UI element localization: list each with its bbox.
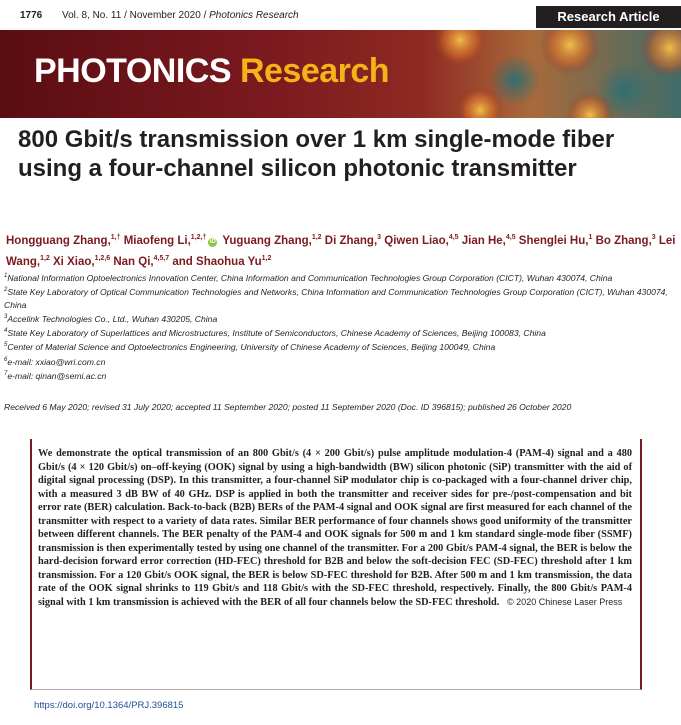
affiliation: $^2$State Key Laboratory of Optical Communication Technologies and Networks, China Information and Communication Technologies Group Corporation (CICT), Wuhan 430074, China [4, 287, 668, 310]
copyright-notice: © 2020 Chinese Laser Press [507, 596, 623, 607]
author-list [6, 229, 676, 271]
orcid-icon[interactable]: iD [209, 238, 216, 245]
affiliation: $^1$National Information Optoelectronics Innovation Center, China Information and Communication Technologies Group Corporation (CICT), Wuhan 430074, China [4, 272, 613, 283]
affiliation: $^3$Accelink Technologies Co., Ltd., Wuhan 430205, China [4, 313, 218, 324]
author: Yuguang Zhang,$^{1,2}$ [222, 234, 322, 247]
article-type-badge: Research Article [536, 6, 681, 28]
affiliation: $^5$Center of Material Science and Optoelectronics Engineering, University of Chinese Academy of Sciences, Beijing 100049, China [4, 342, 496, 353]
author: Lei Wang,$^{1,2}$ [6, 234, 676, 268]
author: and Shaohua Yu$^{1,2}$ [172, 254, 272, 268]
doi-link[interactable]: https://doi.org/10.1364/PRJ.396815 [34, 700, 184, 711]
author: Di Zhang,$^3$ [324, 234, 382, 247]
journal-name: Photonics Research [209, 10, 299, 21]
author: Qiwen Liao,$^{4,5}$ [384, 234, 459, 247]
page-number: 1776 [20, 10, 43, 21]
email-contact[interactable]: $^7$e-mail: qinan@semi.ac.cn [4, 370, 107, 381]
volume-info: Vol. 8, No. 11 / November 2020 / [62, 10, 210, 21]
journal-info [62, 10, 299, 21]
banner-pattern-graphic [420, 30, 681, 118]
author: Jian He,$^{4,5}$ [461, 234, 516, 247]
abstract-body: We demonstrate the optical transmission of an 800 Gbit/s (4 × 200 Gbit/s) pulse amplitude modulation-4 (PAM-4) signal and a 480 Gbit/s (4 × 120 Gbit/s) on–off-keying (OOK) signal by using a high-bandwidth (BW) silicon photonic (SiP) transmitter with the aid of digital signal processing (DSP). In this transmitter, a four-channel SiP modulator chip is co-packaged with a four-channel driver chip, with a measured 3 dB BW of 40 GHz. DSP is applied in both the transmitter and receiver sides for pre-/post-compensation and bit error rate (BER) calculation. Back-to-back (B2B) BERs of the PAM-4 signal and OOK signal are first measured for each channel of the transmitter with respect to a variety of data rates. Similar BER performance of four channels shows good uniformity of the transmitter between different channels. The BER penalty of the PAM-4 and OOK signals for 500 m and 1 km standard single-mode fiber (SSMF) transmission is then experimentally tested by using one channel of the transmitter. For a 200 Gbit/s PAM-4 signal, the BER is below the hard-decision forward error correction (HD-FEC) threshold for B2B and below the soft-decision FEC (SD-FEC) threshold after 1 km transmission. For a 120 Gbit/s OOK signal, the BER is below SD-FEC threshold for B2B. After 500 m and 1 km transmission, the data rate of the OOK signal shrinks to 119 Gbit/s and 118 Gbit/s with the SD-FEC threshold, respectively. Finally, the 800 Gbit/s PAM-4 signal with 1 km transmission is achieved with the BER of all four channels below the SD-FEC threshold. [38, 448, 632, 608]
author: Shenglei Hu,$^1$ [518, 234, 593, 247]
email-contact[interactable]: $^6$e-mail: xxiao@wri.com.cn [4, 356, 106, 367]
publication-dates: Received 6 May 2020; revised 31 July 2020; accepted 11 September 2020; posted 11 September 2020 (Doc. ID 396815); published 26 October 2020 [4, 402, 572, 412]
journal-logo [34, 52, 389, 91]
abstract-text [38, 447, 632, 609]
author: Bo Zhang,$^3$ [595, 234, 656, 247]
journal-banner [0, 30, 681, 118]
affiliation-list [4, 270, 678, 382]
article-title: 800 Gbit/s transmission over 1 km single-mode fiber using a four-channel silicon photonic transmitter [18, 126, 615, 182]
author: Xi Xiao,$^{1,2,6}$ [53, 254, 111, 268]
author: Hongguang Zhang,$^{1,\dagger}$ [6, 234, 121, 247]
author: Nan Qi,$^{4,5,7}$ [113, 254, 170, 268]
author: Miaofeng Li,$^{1,2,\dagger}$iD [123, 234, 216, 247]
running-header [0, 0, 681, 30]
logo-word-research: Research [239, 52, 390, 90]
affiliation: $^4$State Key Laboratory of Superlattices and Microstructures, Institute of Semiconductors, Chinese Academy of Sciences, Beijing 100083, China [4, 328, 546, 339]
logo-word-photonics: PHOTONICS [34, 52, 232, 90]
abstract-box [30, 439, 642, 690]
